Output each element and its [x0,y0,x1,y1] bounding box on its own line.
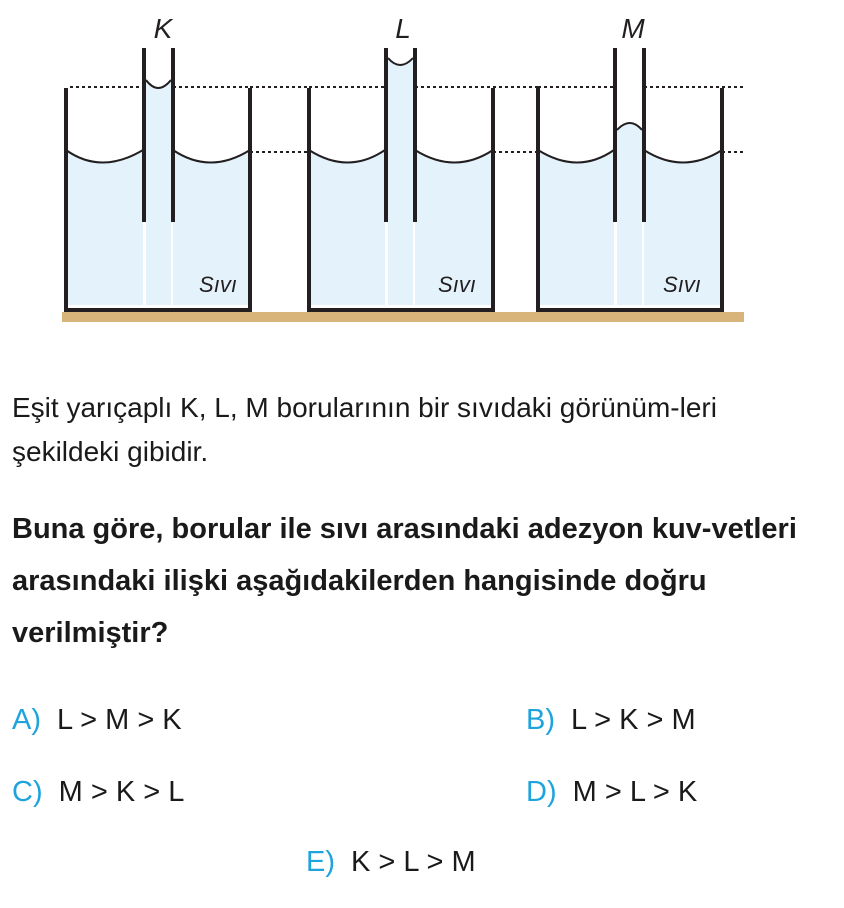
liquid-label-3: Sıvı [663,272,701,297]
option-text: L > K > M [571,704,696,736]
option-d[interactable] [526,776,697,809]
option-b[interactable] [526,704,696,737]
option-letter: B) [526,704,555,736]
intro-text: Eşit yarıçaplı K, L, M borularının bir sıvıdaki görünüm-leri şekildeki gibidir. [12,392,717,467]
liquid-tube-m [617,123,642,305]
option-letter: A) [12,704,41,736]
liquid-tube-k [146,80,171,305]
option-a[interactable] [12,704,182,737]
option-letter: D) [526,776,557,808]
tube-label-k: K [153,13,173,44]
capillary-figure [0,0,844,340]
option-letter: E) [306,846,335,878]
liquid-tube-l [388,58,413,305]
option-text: M > L > K [572,776,698,808]
ground-strip [62,312,744,322]
option-c[interactable] [12,776,184,809]
option-text: L > M > K [57,704,182,736]
tube-label-m: M [621,13,645,44]
tube-label-l: L [395,13,411,44]
option-text: K > L > M [351,846,476,878]
option-letter: C) [12,776,43,808]
option-e[interactable] [306,846,476,879]
question-text: Buna göre, borular ile sıvı arasındaki adezyon kuv-vetleri arasındaki ilişki aşağıdakilerden hangisinde doğru verilmiştir? [12,513,797,649]
liquid-label-2: Sıvı [438,272,476,297]
liquid-label-1: Sıvı [199,272,237,297]
option-text: M > K > L [58,776,185,808]
